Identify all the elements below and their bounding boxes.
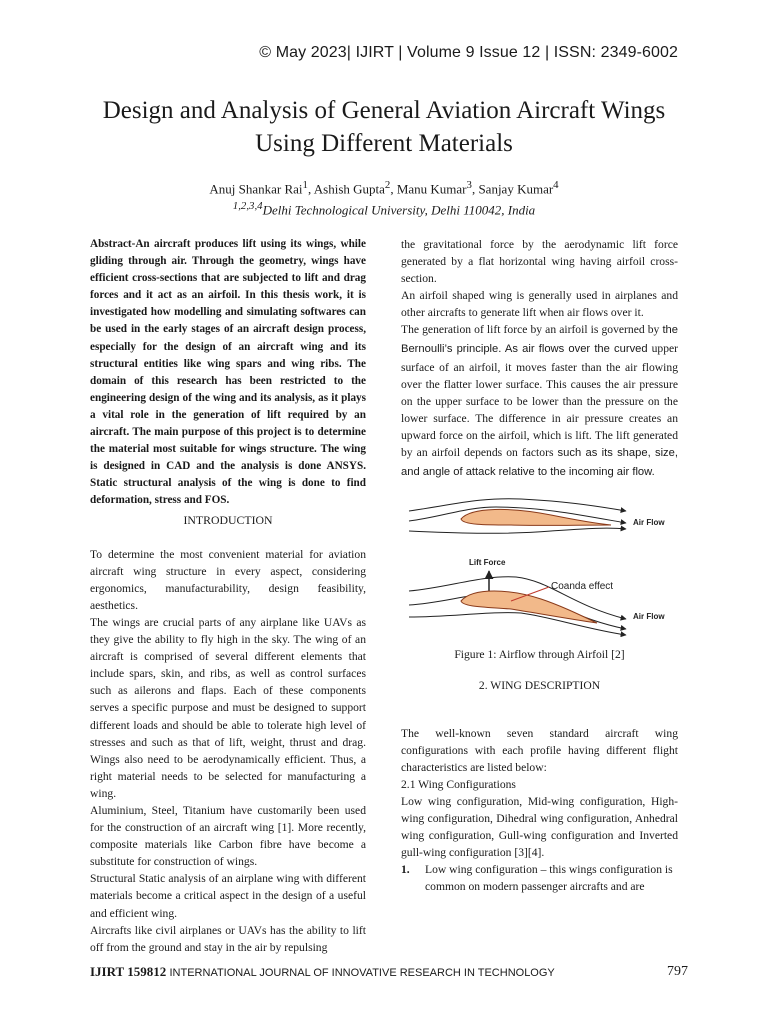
airfoil-diagram — [401, 495, 678, 640]
abstract-paragraph: Abstract-An aircraft produces lift using its wings, while gliding through air. Through the geometry, wings have efficient cross-sections that are subjected to lift and drag forces and it act as an airfoil. In this thesis work, it is investigated how modelling and simulating softwares can be used in the early stages of an aircraft design process, especially for the design of an aircraft wing and its structural entities like wing spars and wing ribs. The domain of this research has been restricted to the engineering design of the wing and its analysis, as it plays a vital role in the generation of lift required by an aircraft. The main purpose of this project is to determine the material most suitable for wings structure. The wing is designed in CAD and the analysis is done ANSYS. Static structural analysis of the wing is done to find deformation, stress and FOS. — [90, 238, 366, 507]
author-separator: , — [307, 181, 314, 197]
streamline — [409, 499, 626, 511]
affiliation-text: Delhi Technological University, Delhi 110042, India — [262, 202, 536, 218]
body-paragraph: To determine the most convenient material for aviation aircraft wing structure in every aspect, considering ergonomics, manufacturability, design feasibility, aesthetics. — [90, 547, 366, 612]
author-name: Ashish Gupta — [313, 181, 385, 197]
top-airfoil — [461, 510, 611, 526]
body-paragraph: Low wing configuration, Mid-wing configuration, High-wing configuration, Dihedral wing configuration, Anhedral wing configuration, Gull-wing configuration and Inverted gull-wing configuration [3][4]. — [401, 794, 678, 860]
figure-caption: Figure 1: Airflow through Airfoil [2] — [454, 648, 625, 662]
author-sup: 1 — [302, 179, 308, 191]
journal-citation-header: © May 2023| IJIRT | Volume 9 Issue 12 | ISSN: 2349-6002 — [259, 44, 678, 61]
paper-title-line-2: Using Different Materials — [255, 130, 513, 157]
author-list — [0, 179, 768, 197]
footer-journal-line — [90, 964, 555, 980]
author-separator: , — [471, 181, 479, 197]
footer-paper-id: IJIRT 159812 — [90, 964, 167, 979]
lift-text-c: upper surface of an airfoil, it moves faster than the air flowing over the flatter lower surface. This causes the air pressure on the upper surface to be lower than the pressure on the lower surface. The difference in air pressure creates an upward force on the airfoil, which is lift. The lift generated by an airfoil depends on factors — [401, 342, 678, 460]
author-sup: 2 — [384, 179, 391, 191]
author-sup: 4 — [553, 179, 559, 191]
coanda-effect-label: Coanda effect — [551, 581, 614, 593]
air-flow-label-top: Air Flow — [633, 518, 665, 528]
body-paragraph: The well-known seven standard aircraft wing configurations with each profile having different flight characteristics are listed below: — [401, 726, 678, 774]
page-number: 797 — [667, 964, 688, 979]
body-paragraph: Structural Static analysis of an airplane wing with different materials become a critical aspect in the design of a useful and efficient wing. — [90, 872, 366, 920]
list-text: Low wing configuration – this wings configuration is common on modern passenger aircrafts and are — [425, 863, 673, 894]
body-paragraph: Aircrafts like civil airplanes or UAVs has the ability to lift off from the ground and stay in the air by repulsing — [90, 923, 366, 954]
bottom-airfoil — [461, 591, 597, 623]
page-footer — [90, 964, 688, 984]
body-paragraph: the gravitational force by the aerodynamic lift force generated by a flat horizontal wing having airfoil cross-section. — [401, 238, 678, 286]
lift-force-label: Lift Force — [469, 558, 506, 568]
author-name: Manu Kumar — [396, 181, 467, 197]
lift-text-a: The generation of lift force by an airfoil is governed by — [401, 323, 663, 337]
lift-text-b: the Bernoulli’s principle. As air flows over the curved — [401, 324, 678, 356]
left-column — [90, 236, 366, 956]
lift-paragraph — [401, 321, 678, 481]
wing-description-heading: 2. WING DESCRIPTION — [478, 679, 601, 693]
air-flow-label-bottom: Air Flow — [633, 612, 665, 622]
introduction-heading: INTRODUCTION — [183, 512, 273, 527]
author-separator: , — [390, 181, 397, 197]
list-number: 1. — [401, 863, 410, 877]
body-paragraph: An airfoil shaped wing is generally used in airplanes and other aircrafts to generate lift when air flows over it. — [401, 289, 678, 320]
author-sup: 3 — [466, 179, 472, 191]
footer-journal-name: INTERNATIONAL JOURNAL OF INNOVATIVE RESEARCH IN TECHNOLOGY — [169, 967, 555, 979]
author-name: Sanjay Kumar — [478, 181, 554, 197]
affiliation-sup: 1,2,3,4 — [232, 200, 263, 212]
airfoil-figure — [401, 495, 678, 640]
body-paragraph: The wings are crucial parts of any airplane like UAVs as they give the ability to fly high in the sky. The wing of an aircraft is comprised of several different elements that include spars, skin, and ribs, as well as control surfaces such as ailerons and flaps. Each of these components serves a specific purpose and must be designed to support different loads and should be able to tolerate high level of stresses and such as that of lift, weight, thrust and drag. Wings also need to be aerodynamically efficient. Thus, a right material needs to be selected for manufacturing a wing. — [90, 615, 366, 800]
lift-text-d: such as its shape, size, and angle of attack relative to the incoming air flow. — [401, 447, 678, 478]
streamline — [409, 613, 626, 635]
paper-title — [60, 94, 708, 160]
streamline — [409, 528, 626, 533]
body-paragraph: Aluminium, Steel, Titanium have customarily been used for the construction of an aircraft wing [1]. More recently, composite materials like Carbon fibre have become a substitute for construction of wings. — [90, 804, 366, 869]
paper-title-line-1: Design and Analysis of General Aviation Aircraft Wings — [102, 97, 666, 124]
author-name: Anuj Shankar Rai — [209, 181, 303, 197]
list-item — [401, 861, 678, 895]
subsection-heading: 2.1 Wing Configurations — [401, 777, 516, 791]
author-affiliation — [0, 200, 768, 218]
right-column — [401, 236, 678, 895]
